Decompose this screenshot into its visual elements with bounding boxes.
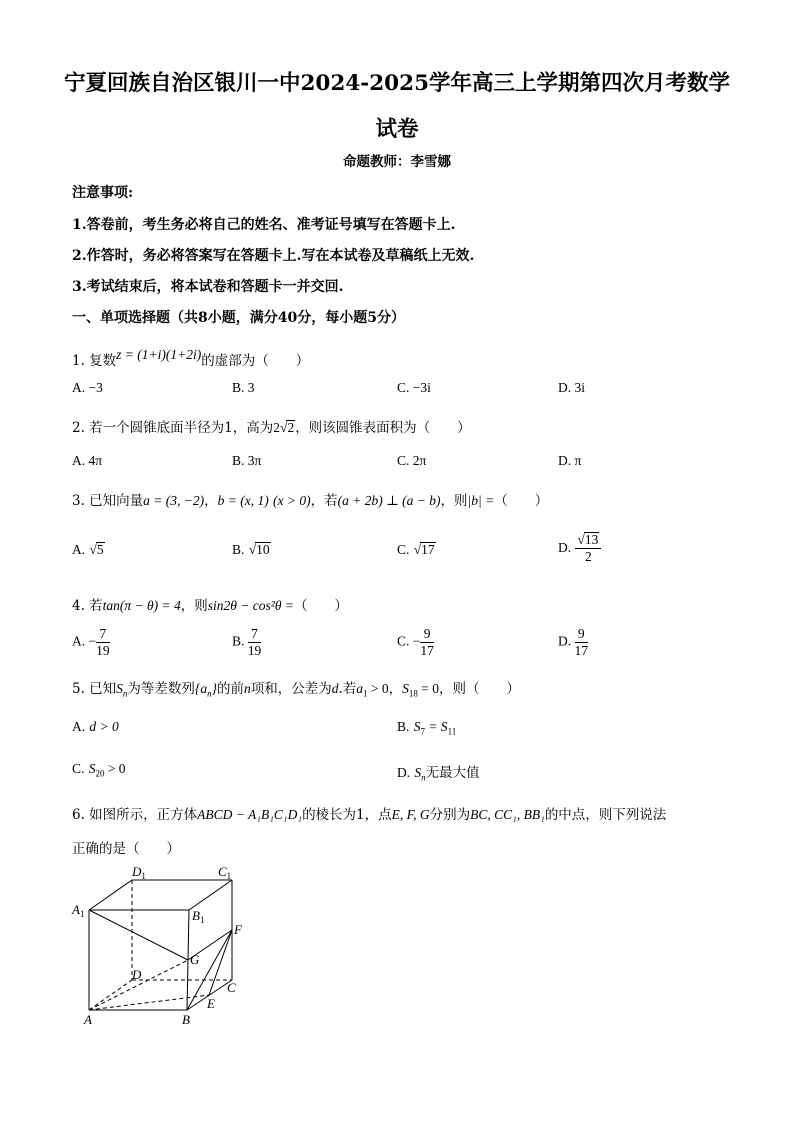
q4-c-label: C. — [397, 633, 410, 649]
q5-text-f: ，则（ ） — [439, 681, 521, 697]
q4-c-numerator: 9 — [420, 626, 434, 643]
q6-segments: BC, CC₁, BB₁ — [470, 807, 545, 822]
q5-sn-sub: n — [122, 688, 128, 699]
page-title-line2: 试卷 — [375, 117, 419, 142]
q6-text-d: 的中点，则下列说法 — [544, 807, 667, 823]
q1-option-a: A. −3 — [72, 380, 103, 395]
q4-b-label: B. — [232, 633, 245, 649]
q2-option-a: A. 4π — [72, 453, 103, 468]
label-b: B — [182, 1012, 190, 1027]
label-c1: $C_1$ — [218, 864, 232, 881]
q2-option-d: D. π — [558, 453, 582, 468]
q5-a-expr: d > 0 — [89, 719, 119, 734]
q6-text-c: 分别为 — [429, 807, 471, 823]
q3-text-a: 3. 已知向量 — [72, 493, 144, 509]
q3-b-label: B. — [232, 542, 245, 557]
q4-d-denominator: 17 — [574, 643, 588, 658]
q3-text-c: ，则 — [440, 493, 468, 509]
q4-b-denominator: 19 — [247, 643, 262, 658]
q4-option-b — [232, 626, 261, 659]
question-4 — [72, 594, 348, 614]
q1-option-b: B. 3 — [232, 380, 255, 395]
q6-text-b: 的棱长为1，点 — [302, 807, 392, 823]
label-f: F — [234, 922, 242, 937]
note-item-2: 2.作答时，务必将答案写在答题卡上.写在本试卷及草稿纸上无效. — [72, 248, 475, 264]
label-a1: $A_1$ — [72, 902, 85, 919]
q2-suffix: ，则该圆锥表面积为（ ） — [295, 420, 471, 436]
q3-text-d: （ ） — [494, 493, 549, 509]
label-e: E — [207, 996, 215, 1011]
q3-option-a: A. √5 — [72, 542, 104, 557]
q1-expression: z = (1+i)(1+2i) — [116, 347, 202, 362]
q3-d-fraction: $\frac{√13}{2}$ — [575, 532, 601, 565]
q4-mid: ，则 — [180, 598, 208, 614]
q5-b-left: S — [413, 719, 421, 734]
question-1 — [72, 349, 309, 369]
label-b1: $B_1$ — [192, 908, 205, 925]
q3-a-radicand: 5 — [96, 542, 104, 557]
q5-n: n — [243, 681, 251, 696]
q5-option-d — [397, 761, 480, 783]
q3-relation: (a + 2b) ⊥ (a − b) — [337, 493, 441, 508]
q3-d-label: D. — [558, 540, 572, 555]
q5-cond2-sub: 18 — [408, 688, 418, 699]
q5-option-a — [72, 719, 119, 735]
q5-c-tail: > 0 — [104, 761, 126, 776]
q5-d-tail: 无最大值 — [425, 765, 480, 781]
q5-cond2: S — [402, 681, 409, 696]
q5-d: d — [331, 681, 339, 696]
q2-option-b: B. 3π — [232, 453, 262, 468]
q3-d-radicand: 13 — [584, 532, 599, 547]
q5-sep: ， — [388, 681, 403, 697]
q5-d-expr: S — [414, 765, 422, 780]
q5-cond1-tail: > 0 — [367, 681, 389, 696]
q3-c-label: C. — [397, 542, 410, 557]
q5-b-right-sub: 11 — [447, 726, 457, 737]
q3-ask: |b| = — [467, 493, 495, 508]
q4-prefix: 4. 若 — [72, 598, 103, 614]
label-d: D — [132, 967, 142, 982]
segment-a1g — [89, 910, 188, 960]
q1-option-c: C. −3i — [397, 380, 431, 395]
q5-seq-sub: n — [207, 688, 212, 699]
q4-d-numerator: 9 — [575, 626, 589, 643]
q6-line2: 正确的是（ ） — [72, 841, 180, 857]
q5-a-label: A. — [72, 719, 86, 734]
cube-figure — [70, 862, 250, 1032]
q4-a-numerator: 7 — [96, 626, 110, 643]
q5-b-left-sub: 7 — [420, 726, 425, 737]
q5-sn: S — [116, 681, 123, 696]
q5-d-label: D. — [397, 765, 411, 780]
label-c: C — [227, 980, 236, 995]
q3-c-radicand: 17 — [421, 542, 435, 557]
q5-b-eq: = S — [424, 719, 448, 734]
q1-option-d: D. 3i — [558, 380, 585, 395]
label-a: A — [84, 1012, 92, 1027]
q6-text-a: 6. 如图所示，正方体 — [72, 807, 198, 823]
page-title: 宁夏回族自治区银川一中2024-2025学年高三上学期第四次月考数学 — [63, 71, 731, 96]
q3-d-denominator: 2 — [585, 549, 592, 564]
q3-option-d — [558, 532, 601, 565]
q3-option-c: C. √17 — [397, 542, 435, 557]
q3-b-radicand: 10 — [256, 542, 270, 557]
q5-cond1: a — [356, 681, 364, 696]
q4-b-numerator: 7 — [248, 626, 262, 643]
q2-option-c: C. 2π — [397, 453, 427, 468]
q6-cube: ABCD − A₁B₁C₁D₁ — [197, 807, 303, 822]
q4-option-d — [558, 626, 588, 659]
q4-expression: sin2θ − cos²θ = — [207, 598, 294, 613]
q5-seq-end: } — [211, 681, 217, 696]
q3-vector-a: a = (3, −2) — [143, 493, 205, 508]
q3-text-b: ，若 — [310, 493, 338, 509]
q4-a-sign: − — [88, 633, 97, 649]
q5-text-e: .若 — [338, 681, 357, 697]
q4-option-a — [72, 626, 110, 659]
q4-a-label: A. — [72, 633, 86, 649]
q5-text-a: 5. 已知 — [72, 681, 117, 697]
q5-option-c — [72, 761, 126, 779]
edge-b1c1 — [189, 880, 232, 910]
q2-coef: 2 — [273, 420, 281, 435]
q6-points: E, F, G — [391, 807, 430, 822]
section-heading: 一、单项选择题（共8小题，满分40分，每小题5分） — [72, 310, 405, 326]
q2-prefix: 2. 若一个圆锥底面半径为1，高为 — [72, 420, 274, 436]
q5-c-sub: 20 — [95, 768, 105, 779]
q5-text-c: 的前 — [216, 681, 244, 697]
q4-option-c — [397, 626, 434, 659]
q1-prefix: 1. 复数 — [72, 353, 117, 369]
q4-d-label: D. — [558, 633, 572, 649]
q5-text-b: 为等差数列 — [127, 681, 195, 697]
question-2: 2. 若一个圆锥底面半径为1，高为2√2，则该圆锥表面积为（ ） — [72, 420, 471, 436]
q4-c-sign: − — [412, 633, 421, 649]
q4-c-denominator: 17 — [420, 643, 434, 658]
q3-sep: ， — [204, 493, 218, 509]
question-6 — [72, 803, 666, 823]
q5-c-label: C. — [72, 761, 85, 776]
label-g: G — [190, 952, 200, 967]
question-5 — [72, 677, 520, 699]
q5-c-expr: S — [88, 761, 96, 776]
question-3 — [72, 489, 548, 509]
notes-heading: 注意事项: — [72, 185, 134, 201]
q3-option-b: B. √10 — [232, 542, 270, 557]
q5-cond2-tail: = 0 — [417, 681, 440, 696]
q5-text-d: 项和，公差为 — [250, 681, 332, 697]
q3-vector-b: b = (x, 1) — [217, 493, 269, 508]
q4-suffix: （ ） — [293, 598, 348, 614]
note-item-1: 1.答卷前，考生务必将自己的姓名、准考证号填写在答题卡上. — [72, 217, 456, 233]
q2-radicand: 2 — [287, 420, 295, 435]
q1-suffix: 的虚部为（ ） — [201, 353, 310, 369]
q5-d-sub: n — [421, 772, 426, 783]
note-item-3: 3.考试结束后，将本试卷和答题卡一并交回. — [72, 279, 344, 295]
q4-condition: tan(π − θ) = 4 — [102, 598, 181, 613]
q3-a-label: A. — [72, 542, 86, 557]
q3-condition: (x > 0) — [273, 493, 311, 508]
q5-cond1-sub: 1 — [363, 688, 368, 699]
author-line: 命题教师：李雪娜 — [343, 154, 451, 170]
q5-b-label: B. — [397, 719, 410, 734]
label-d1: $D_1$ — [132, 864, 146, 881]
q4-a-denominator: 19 — [96, 643, 110, 658]
q5-option-b — [397, 719, 456, 737]
q5-seq: {a — [194, 681, 208, 696]
edge-a1d1 — [89, 880, 132, 910]
